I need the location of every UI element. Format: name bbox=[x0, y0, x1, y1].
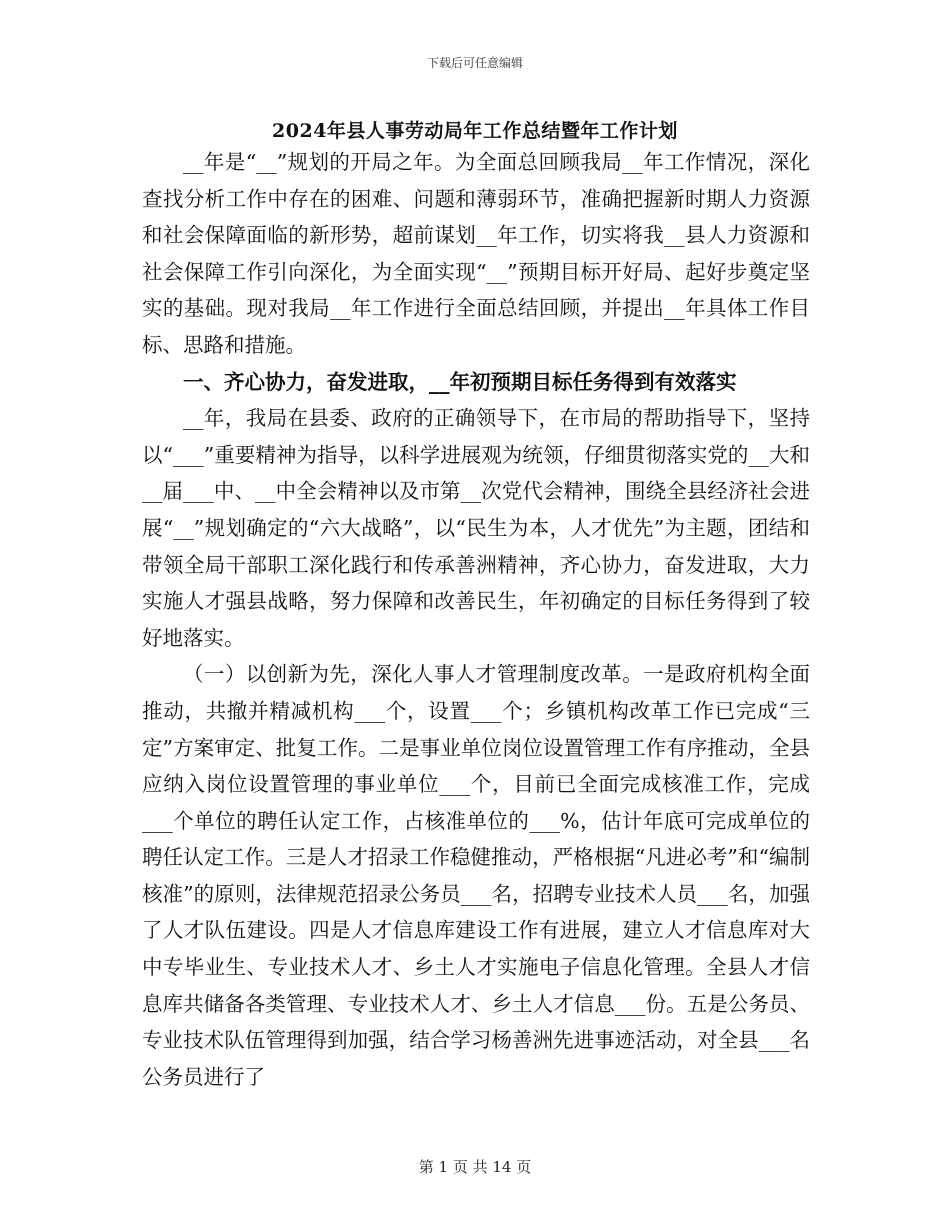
document-body bbox=[142, 144, 810, 1095]
header-note: 下载后可任意编辑 bbox=[426, 56, 523, 70]
subsection-1-paragraph: （一）以创新为先，深化人事人才管理制度改革。一是政府机构全面推动，共撤并精减机构___个，设置___个；乡镇机构改革工作已完成“三定”方案审定、批复工作。二是事业单位岗位设置管理工作有序推动，全县应纳入岗位设置管理的事业单位___个，目前已全面完成核准工作，完成___个单位的聘任认定工作，占核准单位的___%，估计年底可完成单位的聘任认定工作。三是人才招录工作稳健推动，严格根据“凡进必考”和“编制核准”的原则，法律规范招录公务员___名，招聘专业技术人员___名，加强了人才队伍建设。四是人才信息库建设工作有进展，建立人才信息库对大中专毕业生、专业技术人才、乡土人才实施电子信息化管理。全县人才信息库共储备各类管理、专业技术人才、乡土人才信息___份。五是公务员、专业技术队伍管理得到加强，结合学习杨善洲先进事迹活动，对全县___名公务员进行了 bbox=[142, 662, 810, 1089]
document-title: 2024年县人事劳动局年工作总结暨年工作计划 bbox=[272, 120, 678, 142]
section-1-paragraph: __年，我局在县委、政府的正确领导下，在市局的帮助指导下，坚持以“___”重要精神为指导，以科学进展观为统领，仔细贯彻落实党的__大和__届___中、__中全会精神以及市第__次党代会精神，围绕全县经济社会进展“__”规划确定的“六大战略”，以“民生为本，人才优先”为主题，团结和带领全局干部职工深化践行和传承善洲精神，齐心协力，奋发进取，大力实施人才强县战略，努力保障和改善民生，年初确定的目标任务得到了较好地落实。 bbox=[142, 406, 810, 650]
section-heading-1: 一、齐心协力，奋发进取，__年初预期目标任务得到有效落实 bbox=[183, 369, 737, 394]
page-number: 第 1 页 共 14 页 bbox=[418, 1158, 532, 1176]
intro-paragraph: __年是“__”规划的开局之年。为全面总回顾我局__年工作情况，深化查找分析工作中存在的困难、问题和薄弱环节，准确把握新时期人力资源和社会保障面临的新形势，超前谋划__年工作，切实将我__县人力资源和社会保障工作引向深化，为全面实现“__”预期目标开好局、起好步奠定坚实的基础。现对我局__年工作进行全面总结回顾，并提出__年具体工作目标、思路和措施。 bbox=[142, 150, 810, 357]
